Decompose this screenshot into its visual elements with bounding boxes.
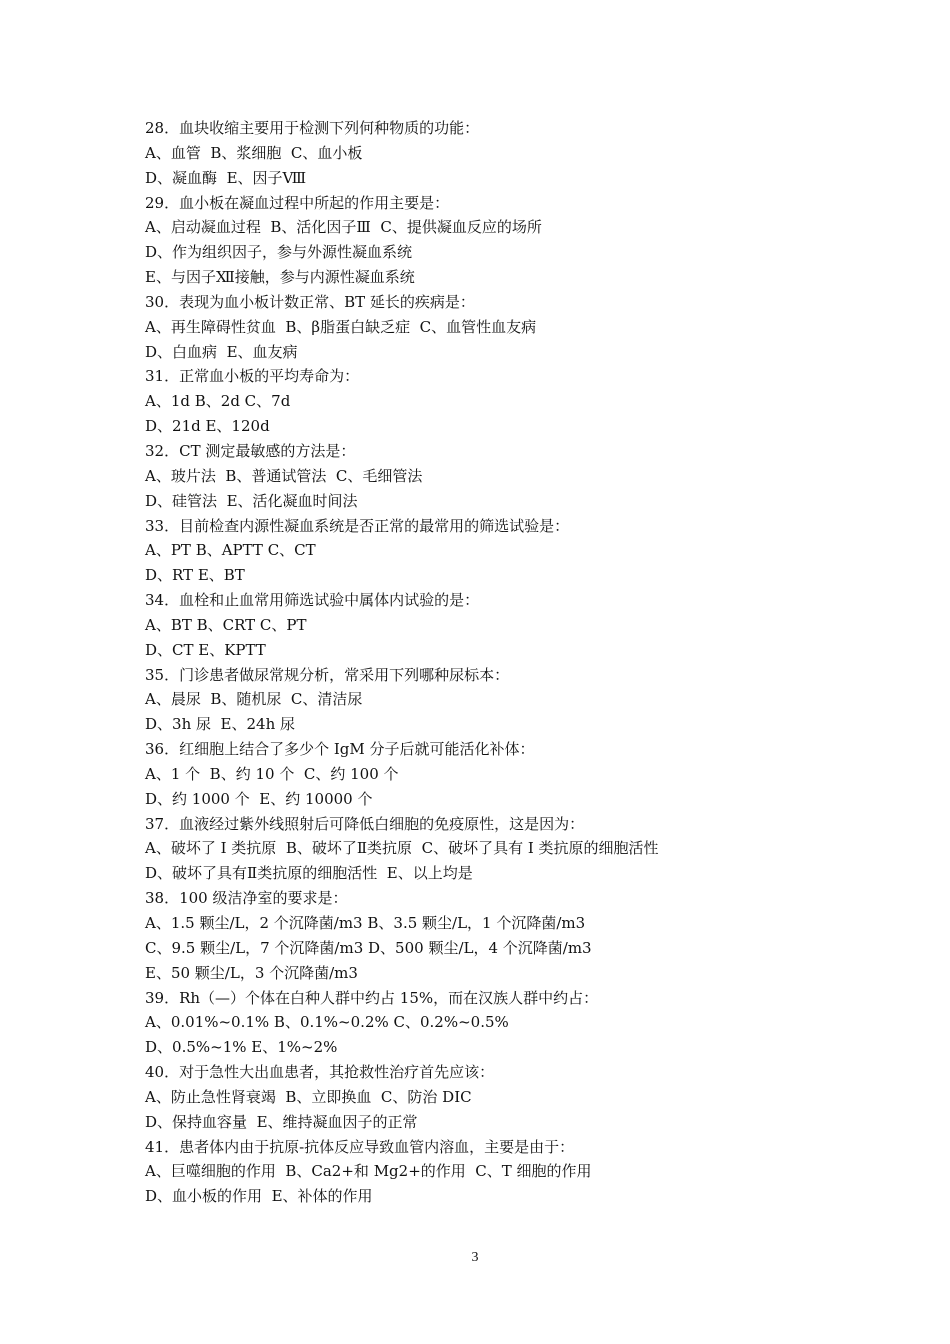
text-line: 37．血液经过紫外线照射后可降低白细胞的免疫原性，这是因为：: [145, 814, 585, 833]
text-line: 34．血栓和止血常用筛选试验中属体内试验的是：: [145, 591, 480, 610]
text-line: C、9.5 颗尘/L，7 个沉降菌/m3 D、500 颗尘/L，4 个沉降菌/m3: [145, 938, 592, 957]
question-list: [145, 116, 845, 1209]
text-line: D、RT E、BT: [145, 566, 245, 585]
text-line: D、21d E、120d: [145, 417, 270, 436]
text-line: 29．血小板在凝血过程中所起的作用主要是：: [145, 193, 450, 212]
text-line: A、玻片法 B、普通试管法 C、毛细管法: [145, 466, 423, 485]
text-line: A、再生障碍性贫血 B、β脂蛋白缺乏症 C、血管性血友病: [145, 317, 537, 336]
text-line: D、保持血容量 E、维持凝血因子的正常: [145, 1112, 418, 1131]
text-line: 36．红细胞上结合了多少个 IgM 分子后就可能活化补体：: [145, 740, 535, 759]
text-line: A、1 个 B、约 10 个 C、约 100 个: [145, 764, 399, 783]
text-line: D、约 1000 个 E、约 10000 个: [145, 789, 373, 808]
text-line: 38．100 级洁净室的要求是：: [145, 889, 348, 908]
text-line: A、巨噬细胞的作用 B、Ca2+和 Mg2+的作用 C、T 细胞的作用: [145, 1162, 592, 1181]
text-line: D、白血病 E、血友病: [145, 342, 298, 361]
text-line: D、凝血酶 E、因子Ⅷ: [145, 168, 307, 187]
text-line: 35．门诊患者做尿常规分析，常采用下列哪种尿标本：: [145, 665, 510, 684]
text-line: A、晨尿 B、随机尿 C、清洁尿: [145, 690, 363, 709]
text-line: 40．对于急性大出血患者，其抢救性治疗首先应该：: [145, 1063, 495, 1082]
text-line: D、3h 尿 E、24h 尿: [145, 715, 296, 734]
text-line: A、PT B、APTT C、CT: [145, 541, 316, 560]
text-line: 32．CT 测定最敏感的方法是：: [145, 441, 356, 460]
text-line: D、CT E、KPTT: [145, 640, 266, 659]
text-line: A、防止急性肾衰竭 B、立即换血 C、防治 DIC: [145, 1087, 472, 1106]
text-line: A、1d B、2d C、7d: [145, 392, 291, 411]
text-line: 39．Rh（—）个体在白种人群中约占 15%，而在汉族人群中约占：: [145, 988, 599, 1007]
text-line: 33．目前检查内源性凝血系统是否正常的最常用的筛选试验是：: [145, 516, 570, 535]
text-line: D、硅管法 E、活化凝血时间法: [145, 491, 358, 510]
text-line: 31．正常血小板的平均寿命为：: [145, 367, 360, 386]
text-line: A、0.01%~0.1% B、0.1%~0.2% C、0.2%~0.5%: [145, 1013, 509, 1032]
text-line: D、破坏了具有Ⅱ类抗原的细胞活性 E、以上均是: [145, 864, 473, 883]
text-line: D、作为组织因子，参与外源性凝血系统: [145, 243, 413, 262]
text-line: A、血管 B、浆细胞 C、血小板: [145, 143, 363, 162]
text-line: D、血小板的作用 E、补体的作用: [145, 1187, 373, 1206]
text-line: E、50 颗尘/L，3 个沉降菌/m3: [145, 963, 358, 982]
text-line: 41．患者体内由于抗原-抗体反应导致血管内溶血，主要是由于：: [145, 1137, 575, 1156]
text-line: A、破坏了 I 类抗原 B、破坏了Ⅱ类抗原 C、破坏了具有 I 类抗原的细胞活性: [145, 839, 659, 858]
text-line: A、BT B、CRT C、PT: [145, 615, 307, 634]
text-line: A、1.5 颗尘/L，2 个沉降菌/m3 B、3.5 颗尘/L，1 个沉降菌/m3: [145, 914, 586, 932]
page-number: 3: [471, 1250, 479, 1265]
text-line: D、0.5%~1% E、1%~2%: [145, 1038, 338, 1057]
text-line: A、启动凝血过程 B、活化因子Ⅲ C、提供凝血反应的场所: [145, 218, 542, 237]
text-line: 28．血块收缩主要用于检测下列何种物质的功能：: [145, 119, 480, 137]
text-line: E、与因子Ⅻ接触，参与内源性凝血系统: [145, 268, 415, 287]
text-line: 30．表现为血小板计数正常、BT 延长的疾病是：: [145, 292, 475, 311]
